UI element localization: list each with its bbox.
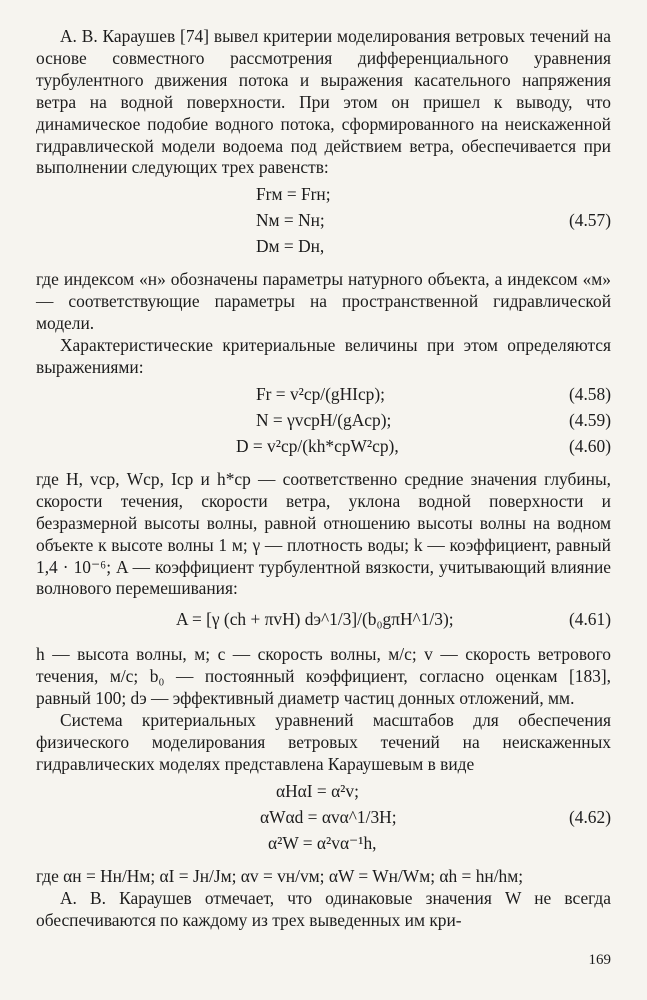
equation-text: Frм = Frн; bbox=[256, 184, 331, 205]
equation-text: N = γvсрH/(gAср); bbox=[256, 409, 392, 430]
equation-number: (4.59) bbox=[568, 409, 611, 430]
equation-number: (4.60) bbox=[568, 435, 611, 456]
equation-text: αWαd = αvα^1/3H; bbox=[260, 806, 397, 827]
equation-line bbox=[36, 804, 611, 830]
paragraph-conclusion: А. В. Караушев отмечает, что одинаковые значения W не всегда обеспечиваются по каждому из трех выведенных им кри- bbox=[36, 887, 611, 930]
equation-4-57 bbox=[36, 181, 611, 265]
paragraph-criteria-intro: Характеристические критериальные величины при этом определяются выражениями: bbox=[36, 335, 611, 377]
page-number: 169 bbox=[588, 952, 611, 968]
equation-number: (4.62) bbox=[568, 806, 611, 827]
equation-line bbox=[36, 778, 611, 804]
equation-number: (4.61) bbox=[568, 609, 611, 630]
equation-line bbox=[36, 381, 611, 407]
paragraph-index-note: где индексом «н» обозначены параметры натурного объекта, а индексом «м» — соответствующие параметры на пространственной гидравлической модели. bbox=[36, 269, 611, 334]
equation-text: Dм = Dн, bbox=[256, 236, 325, 257]
equation-text: Nм = Nн; bbox=[256, 210, 325, 231]
paragraph-scale-system: Система критериальных уравнений масштабов для обеспечения физического моделирования ветровых течений на неискаженных гидравлических моделях представлена Караушевым в виде bbox=[36, 710, 611, 774]
equation-line bbox=[36, 181, 611, 207]
equation-line bbox=[36, 233, 611, 259]
equation-4-61 bbox=[36, 606, 611, 640]
equation-text: D = v²ср/(kh*срW²ср), bbox=[236, 435, 399, 456]
paragraph-scale-definitions: где αн = Hн/Hм; αI = Jн/Jм; αv = vн/vм; αW = Wн/Wм; αh = hн/hм; bbox=[36, 865, 524, 886]
equation-line bbox=[36, 830, 611, 856]
equation-text: α²W = α²vα⁻¹h, bbox=[268, 832, 377, 853]
equation-line bbox=[36, 407, 611, 433]
paragraph-wave-definitions: h — высота волны, м; c — скорость волны, м/с; v — скорость ветрового течения, м/с; b₀ — постоянный коэффициент, согласно оценкам [183], равный 100; dэ — эффективный диаметр частиц донных отложений, мм. bbox=[36, 644, 611, 709]
equation-line bbox=[36, 606, 611, 632]
equation-number: (4.58) bbox=[568, 383, 611, 404]
equation-line bbox=[36, 207, 611, 233]
equation-4-58-4-60 bbox=[36, 381, 611, 465]
equation-4-62 bbox=[36, 778, 611, 862]
equation-text: Fr = v²ср/(gHIср); bbox=[256, 383, 385, 404]
equation-line bbox=[36, 433, 611, 459]
equation-text: αHαI = α²v; bbox=[276, 780, 359, 801]
paragraph-variable-definitions: где H, vср, Wср, Iср и h*ср — соответственно средние значения глубины, скорости течения, скорости ветра, уклона водной поверхности и безразмерной высоты волны, равной отношению высоты волны на водном объекте к высоте волны 1 м; γ — плотность воды; k — коэффициент, равный 1,4 · 10⁻⁶; A — коэффициент турбулентной вязкости, учитывающий влияние волнового перемешивания: bbox=[36, 468, 611, 599]
equation-number: (4.57) bbox=[568, 210, 611, 231]
paragraph-intro: А. В. Караушев [74] вывел критерии моделирования ветровых течений на основе совместного рассмотрения дифференциального уравнения турбулентного движения потока и выражения касательного напряжения ветра на водной поверхности. При этом он пришел к выводу, что динамическое подобие водного потока, сформированного на неискаженной гидравлической модели водоема под действием ветра, обеспечивается при выполнении следующих трех равенств: bbox=[36, 26, 611, 178]
equation-text: A = [γ (ch + πvH) dэ^1/3]/(b₀gπH^1/3); bbox=[176, 609, 454, 630]
